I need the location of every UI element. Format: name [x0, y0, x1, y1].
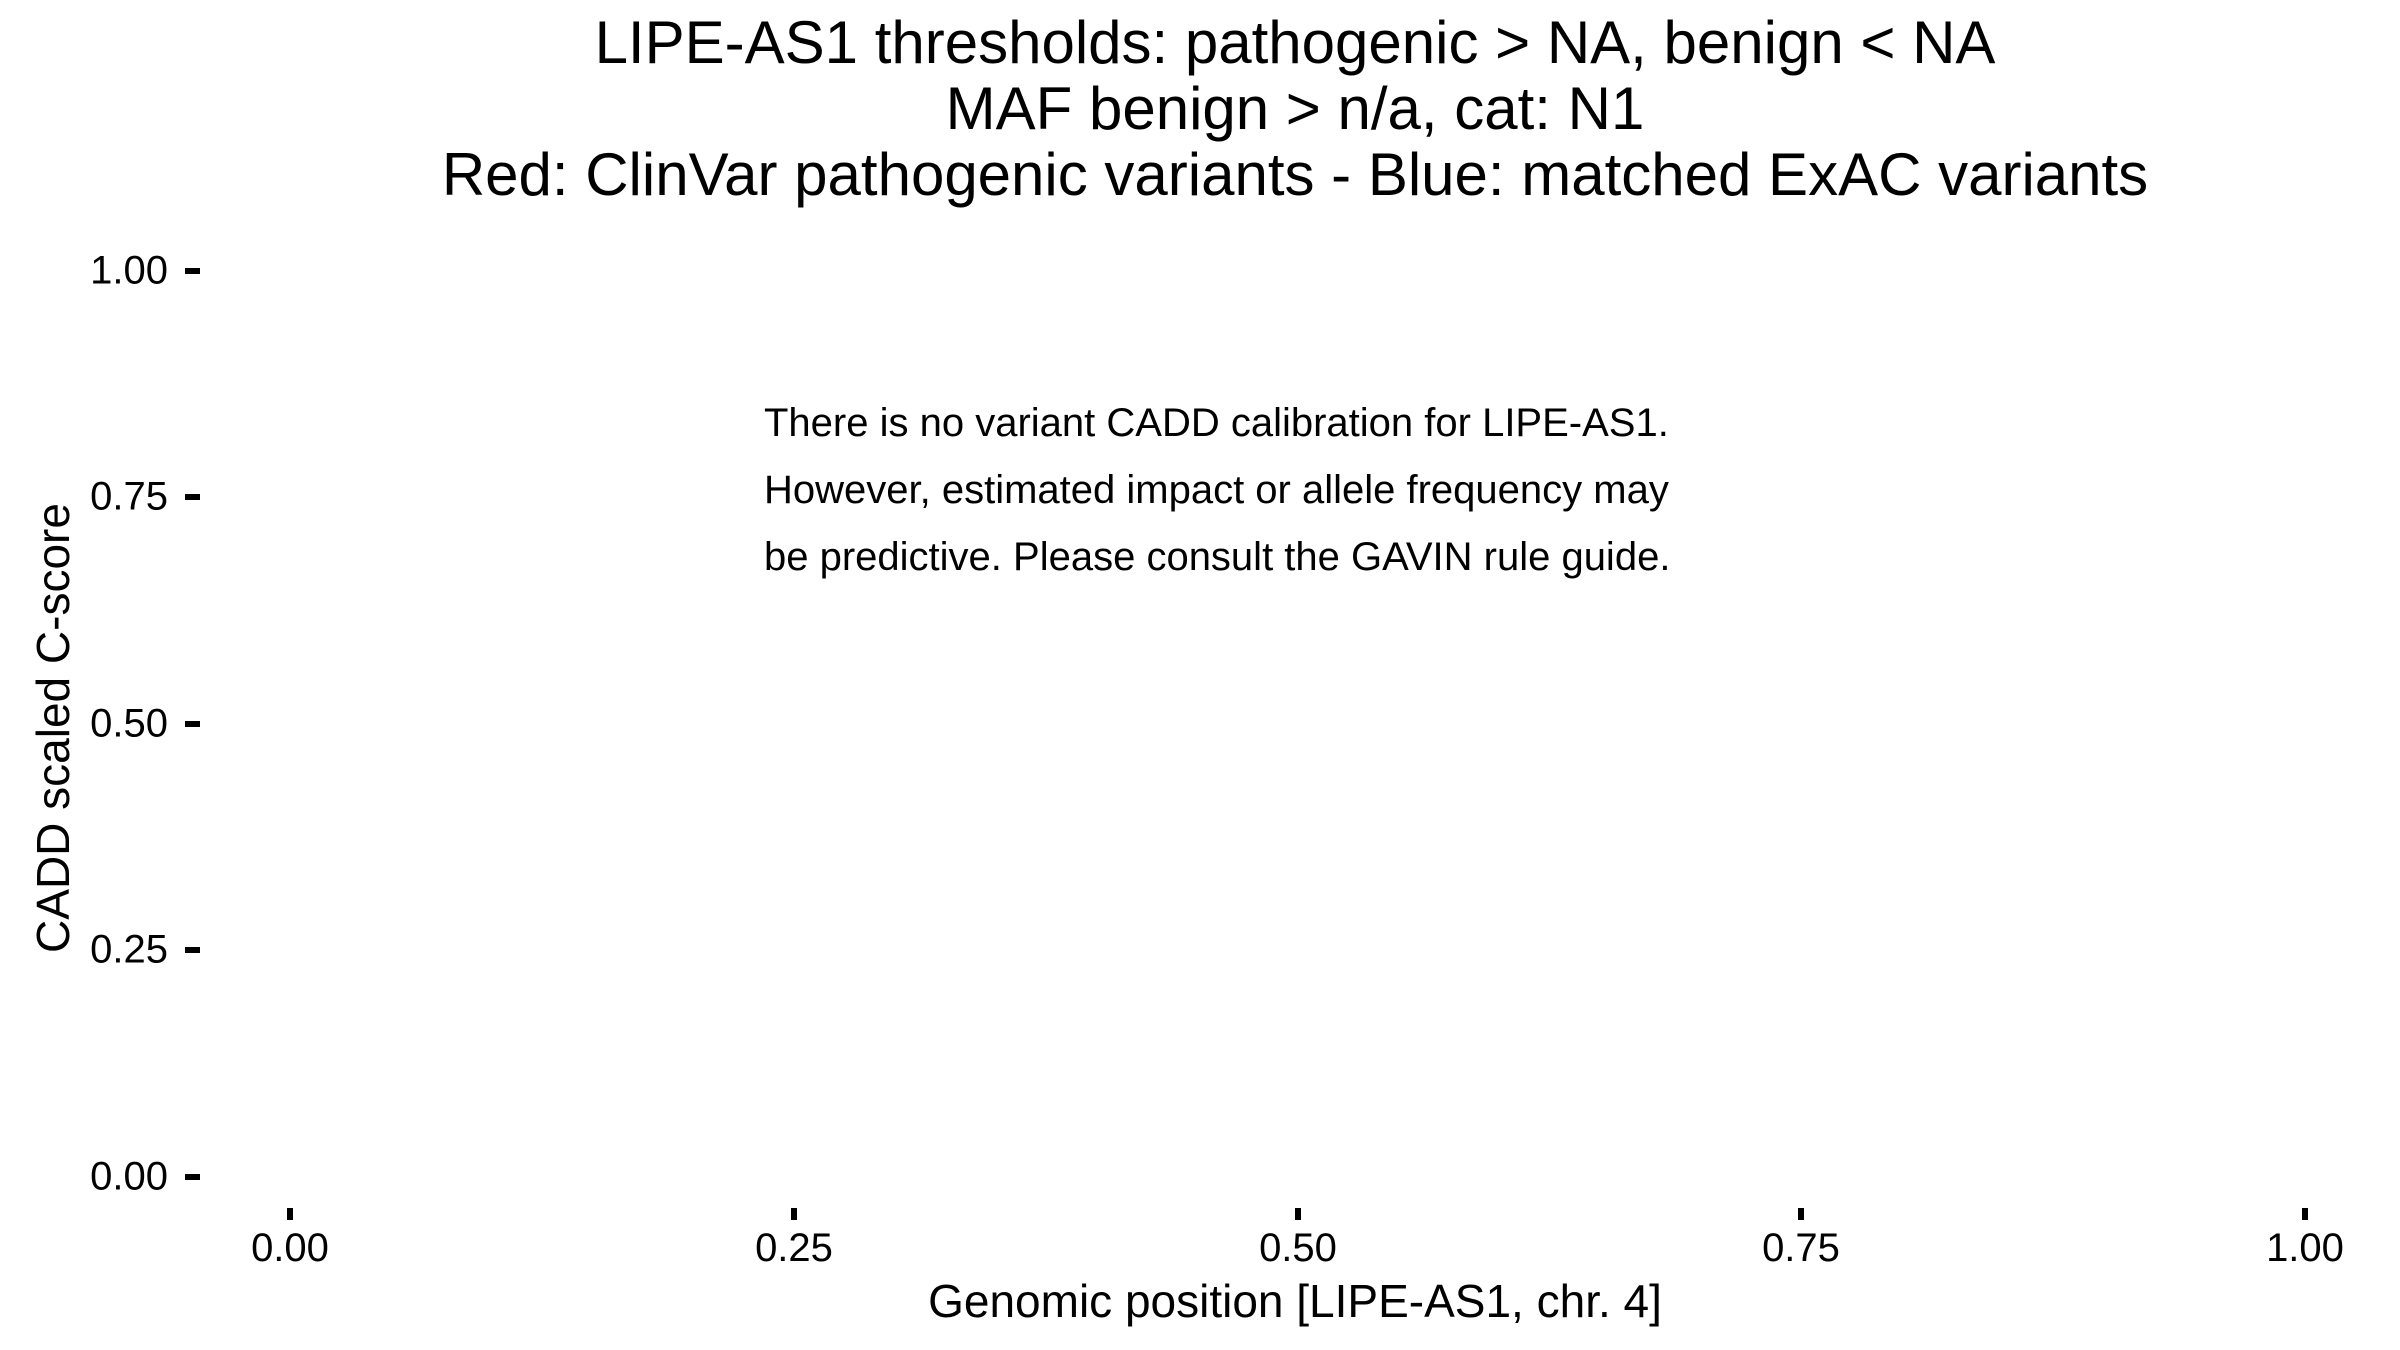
plot-title-line-1: LIPE-AS1 thresholds: pathogenic > NA, benign < NA [594, 9, 1996, 76]
x-tick-label-0.00: 0.00 [251, 1226, 329, 1270]
x-tick-label-0.75: 0.75 [1762, 1226, 1840, 1270]
x-tick-label-0.50: 0.50 [1259, 1226, 1337, 1270]
plot-title [190, 10, 2400, 208]
plot-title-line-2: MAF benign > n/a, cat: N1 [945, 75, 1645, 142]
y-tick-mark-0.00 [185, 1174, 200, 1180]
x-tick-mark-0.00 [287, 1208, 293, 1220]
annotation-line-3: be predictive. Please consult the GAVIN rule guide. [764, 535, 1671, 579]
y-tick-mark-0.25 [185, 947, 200, 953]
x-axis-label: Genomic position [LIPE-AS1, chr. 4] [928, 1275, 1662, 1327]
y-tick-mark-0.50 [185, 721, 200, 727]
x-tick-mark-1.00 [2302, 1208, 2308, 1220]
y-tick-label-0.00: 0.00 [90, 1154, 168, 1199]
annotation-line-1: There is no variant CADD calibration for LIPE-AS1. [764, 401, 1669, 445]
annotation-line-2: However, estimated impact or allele frequency may [764, 468, 1669, 512]
y-tick-mark-1.00 [185, 268, 200, 274]
y-tick-label-0.25: 0.25 [90, 927, 168, 972]
y-tick-mark-0.75 [185, 494, 200, 500]
x-tick-mark-0.25 [791, 1208, 797, 1220]
plot-title-line-3: Red: ClinVar pathogenic variants - Blue: matched ExAC variants [441, 141, 2149, 208]
y-tick-label-1.00: 1.00 [90, 248, 168, 293]
x-tick-label-1.00: 1.00 [2266, 1226, 2344, 1270]
y-tick-label-0.75: 0.75 [90, 474, 168, 519]
x-tick-label-0.25: 0.25 [755, 1226, 833, 1270]
no-calibration-annotation [764, 390, 1670, 591]
y-tick-label-0.50: 0.50 [90, 701, 168, 746]
x-tick-mark-0.75 [1798, 1208, 1804, 1220]
y-axis-label: CADD scaled C-score [27, 503, 79, 953]
x-tick-mark-0.50 [1295, 1208, 1301, 1220]
